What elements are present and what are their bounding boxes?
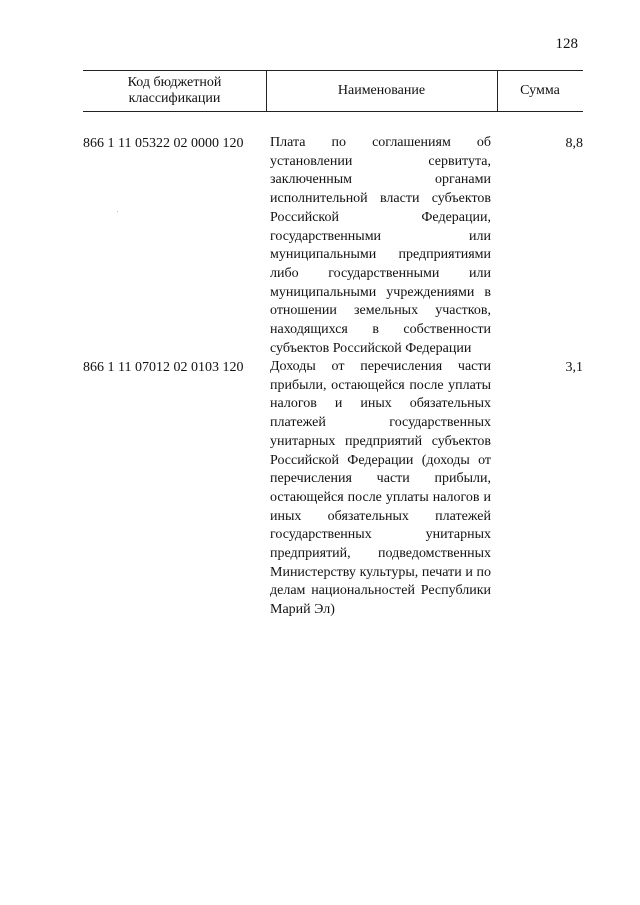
- row-sum: 3,1: [565, 360, 583, 375]
- scan-artifact: [117, 211, 118, 212]
- row-sum: 8,8: [565, 136, 583, 151]
- row-code: 866 1 11 07012 02 0103 120: [83, 360, 244, 375]
- row-code: 866 1 11 05322 02 0000 120: [83, 136, 244, 151]
- header-name: Наименование: [337, 83, 426, 98]
- header-code: Код бюджетной классификации: [127, 75, 222, 106]
- row-name: Доходы от перечисления части прибыли, остающейся после уплаты налогов и иных обязательных платежей государственных унитарных предприятий субъектов Российской Федерации (доходы от перечисления части прибыли, остающейся после уплаты налогов и иных обязательных платежей государственных унитарных предприятий, подведомственных Министерству культуры, печати и по делам национальностей Республики Марий Эл): [270, 359, 491, 618]
- budget-table: [83, 70, 583, 618]
- table-header: [83, 70, 583, 112]
- header-sum: Сумма: [520, 83, 560, 98]
- page-number: 128: [555, 36, 578, 52]
- row-name: Плата по соглашениям об установлении сервитута, заключенным органами исполнительной власти субъектов Российской Федерации, государственными или муниципальными предприятиями либо государственными или муниципальными учреждениями в отношении земельных участков, находящихся в собственности субъектов Российской Федерации: [270, 135, 491, 356]
